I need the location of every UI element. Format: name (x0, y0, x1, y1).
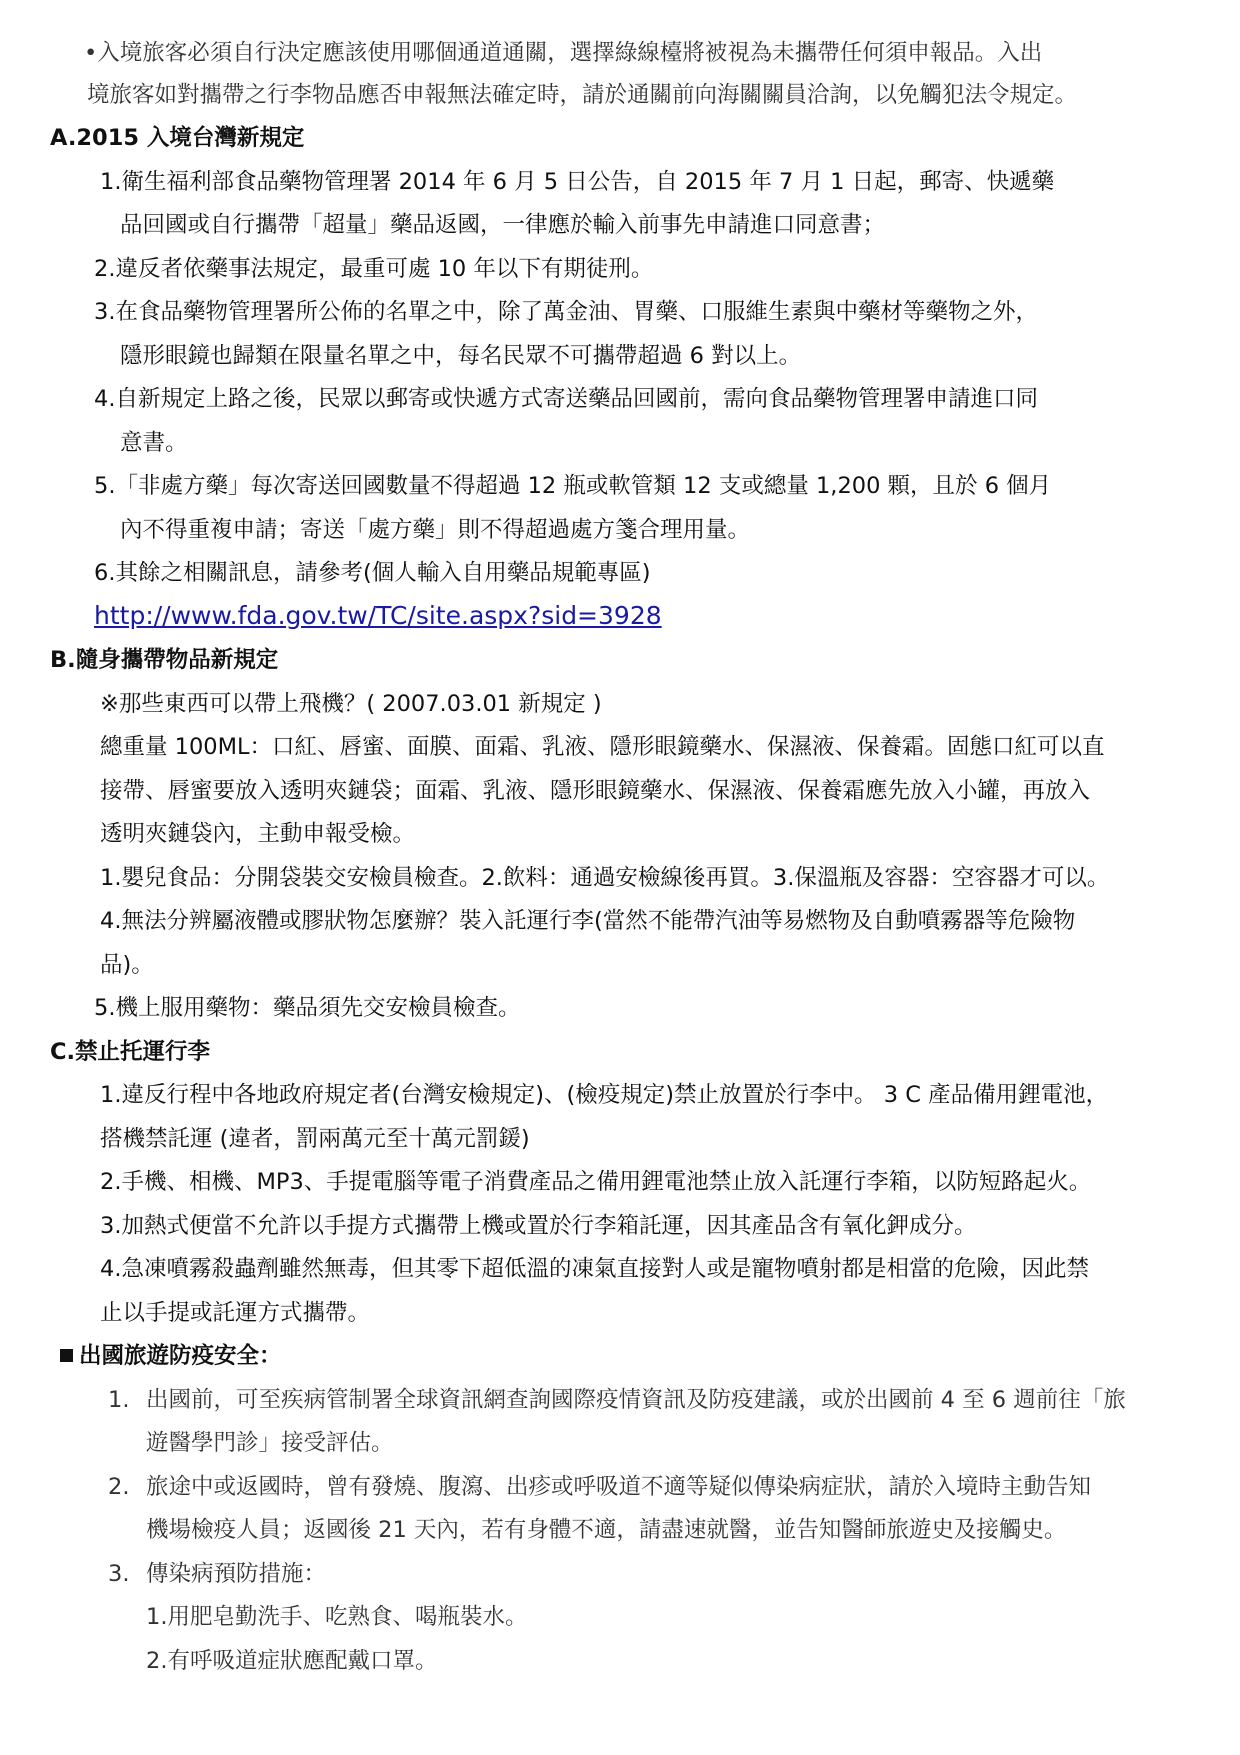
section-d-item-1-line-2: 遊醫學門診」接受評估。 (146, 1430, 394, 1456)
section-c-item-3: 3.加熱式便當不允許以手提方式攜帶上機或置於行李箱託運，因其產品含有氧化鉀成分。 (100, 1213, 977, 1239)
section-b-items-1-3: 1.嬰兒食品：分開袋裝交安檢員檢查。2.飲料：通過安檢線後再買。3.保溫瓶及容器：空容器才可以。 (100, 865, 1110, 891)
section-a-item-6: 6.其餘之相關訊息，請參考(個人輸入自用藥品規範專區) (94, 560, 651, 586)
section-b-item-4-line-1: 4.無法分辨屬液體或膠狀物怎麼辦？裝入託運行李(當然不能帶汽油等易燃物及自動噴霧器等危險物 (100, 908, 1076, 934)
section-d-heading-line (60, 1341, 282, 1371)
section-b-para-line-1: 總重量 100ML：口紅、唇蜜、面膜、面霜、乳液、隱形眼鏡藥水、保濕液、保養霜。固態口紅可以直 (100, 734, 1105, 760)
section-c-item-4-line-2: 止以手提或託運方式攜帶。 (100, 1300, 371, 1326)
section-d-item-1-line-1 (108, 1385, 1126, 1415)
section-d-item-2-line-2: 機場檢疫人員；返國後 21 天內，若有身體不適，請盡速就醫，並告知醫師旅遊史及接觸史。 (146, 1517, 1067, 1543)
list-number: 3. (108, 1561, 130, 1587)
square-bullet-icon (60, 1349, 73, 1362)
section-d-item-3-line-1 (108, 1559, 326, 1589)
intro-line-1: •入境旅客必須自行決定應該使用哪個通道通關，選擇綠線檯將被視為未攜帶任何須申報品。入出 (84, 40, 1043, 66)
list-number: 1. (108, 1387, 130, 1413)
section-d-heading: 出國旅遊防疫安全： (79, 1343, 282, 1369)
section-b-para-line-2: 接帶、唇蜜要放入透明夾鏈袋；面霜、乳液、隱形眼鏡藥水、保濕液、保養霜應先放入小罐，再放入 (100, 778, 1091, 804)
list-number: 2. (108, 1474, 130, 1500)
section-a-item-3-line-1: 3.在食品藥物管理署所公佈的名單之中，除了萬金油、胃藥、口服維生素與中藥材等藥物之外， (94, 299, 1038, 325)
section-a-item-4-line-2: 意書。 (120, 430, 188, 456)
section-d-sub-item-2: 2.有呼吸道症狀應配戴口罩。 (146, 1648, 438, 1674)
section-a-item-3-line-2: 隱形眼鏡也歸類在限量名單之中，每名民眾不可攜帶超過 6 對以上。 (120, 343, 802, 369)
section-c-heading: C.禁止托運行李 (50, 1039, 211, 1065)
list-text: 傳染病預防措施： (146, 1561, 327, 1587)
section-d-item-2-line-1 (108, 1472, 1091, 1502)
section-a-heading: A.2015 入境台灣新規定 (50, 125, 305, 151)
section-a-item-4-line-1: 4.自新規定上路之後，民眾以郵寄或快遞方式寄送藥品回國前，需向食品藥物管理署申請進口同 (94, 386, 1038, 412)
fda-link-line (94, 601, 662, 631)
section-b-item-4-line-2: 品)。 (100, 952, 154, 978)
section-c-item-4-line-1: 4.急凍噴霧殺蟲劑雖然無毒，但其零下超低溫的凍氣直接對人或是寵物噴射都是相當的危險，因此禁 (100, 1256, 1089, 1282)
section-c-item-1-line-1: 1.違反行程中各地政府規定者(台灣安檢規定)、(檢疫規定)禁止放置於行李中。 3 C 產品備用鋰電池， (100, 1082, 1109, 1108)
section-b-heading: B.隨身攜帶物品新規定 (50, 647, 279, 673)
section-d-sub-item-1: 1.用肥皂勤洗手、吃熟食、喝瓶裝水。 (146, 1604, 528, 1630)
section-a-item-1-line-1: 1.衛生福利部食品藥物管理署 2014 年 6 月 5 日公告，自 2015 年 7 月 1 日起，郵寄、快遞藥 (100, 169, 1055, 195)
section-b-note: ※那些東西可以帶上飛機？( 2007.03.01 新規定 ) (100, 691, 602, 717)
section-b-item-5: 5.機上服用藥物：藥品須先交安檢員檢查。 (94, 995, 521, 1021)
list-text: 出國前，可至疾病管制署全球資訊網查詢國際疫情資訊及防疫建議，或於出國前 4 至 6 週前往「旅 (146, 1387, 1126, 1413)
section-a-item-2: 2.違反者依藥事法規定，最重可處 10 年以下有期徒刑。 (94, 256, 654, 282)
list-text: 旅途中或返國時，曾有發燒、腹瀉、出疹或呼吸道不適等疑似傳染病症狀，請於入境時主動告知 (146, 1474, 1092, 1500)
section-b-para-line-3: 透明夾鏈袋內，主動申報受檢。 (100, 821, 416, 847)
section-a-item-1-line-2: 品回國或自行攜帶「超量」藥品返國，一律應於輸入前事先申請進口同意書； (120, 212, 886, 238)
intro-line-2: 境旅客如對攜帶之行李物品應否申報無法確定時，請於通關前向海關關員洽詢，以免觸犯法令規定。 (87, 82, 1078, 108)
section-c-item-1-line-2: 搭機禁託運 (違者，罰兩萬元至十萬元罰鍰) (100, 1126, 530, 1152)
section-a-item-5-line-1: 5.「非處方藥」每次寄送回國數量不得超過 12 瓶或軟管類 12 支或總量 1,200 顆，且於 6 個月 (94, 473, 1052, 499)
section-c-item-2: 2.手機、相機、MP3、手提電腦等電子消費產品之備用鋰電池禁止放入託運行李箱，以防短路起火。 (100, 1169, 1092, 1195)
section-a-item-5-line-2: 內不得重複申請；寄送「處方藥」則不得超過處方箋合理用量。 (120, 517, 751, 543)
fda-link[interactable]: http://www.fda.gov.tw/TC/site.aspx?sid=3928 (94, 601, 662, 630)
